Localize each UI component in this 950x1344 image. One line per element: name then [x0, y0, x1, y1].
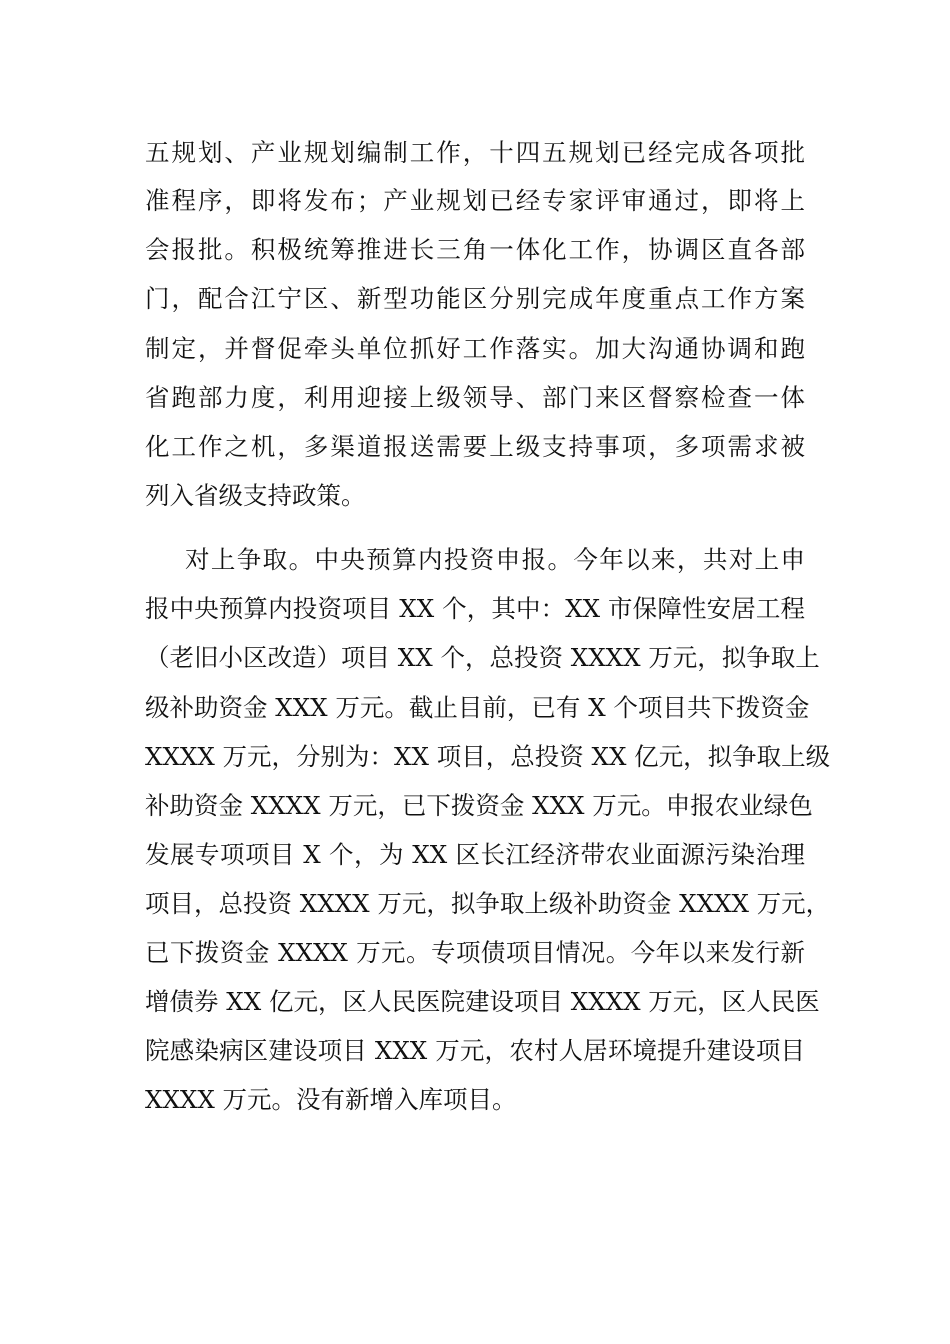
text-line: 院感染病区建设项目 XXX 万元，农村人居环境提升建设项目 [145, 1036, 805, 1065]
text-line: XXXX 万元，分别为：XX 项目，总投资 XX 亿元，拟争取上级 [145, 742, 831, 771]
text-line: 项目，总投资 XXXX 万元，拟争取上级补助资金 XXXX 万元， [145, 889, 831, 918]
text-line: 五规划、产业规划编制工作，十四五规划已经完成各项批 [145, 138, 805, 167]
text-line: 省跑部力度，利用迎接上级领导、部门来区督察检查一体 [145, 383, 805, 412]
text-line: 报中央预算内投资项目 XX 个，其中：XX 市保障性安居工程 [145, 594, 805, 623]
text-line: 增债券 XX 亿元，区人民医院建设项目 XXXX 万元，区人民医 [145, 987, 820, 1016]
text-line: （老旧小区改造）项目 XX 个，总投资 XXXX 万元，拟争取上 [145, 643, 820, 672]
text-line: 发展专项项目 X 个，为 XX 区长江经济带农业面源污染治理 [145, 840, 805, 869]
text-line: XXXX 万元。没有新增入库项目。 [145, 1085, 517, 1114]
text-line: 门，配合江宁区、新型功能区分别完成年度重点工作方案 [145, 284, 805, 313]
text-line: 化工作之机，多渠道报送需要上级支持事项，多项需求被 [145, 432, 805, 461]
text-line: 准程序，即将发布；产业规划已经专家评审通过，即将上 [145, 186, 805, 215]
text-line: 列入省级支持政策。 [145, 481, 366, 510]
text-line: 级补助资金 XXX 万元。截止目前，已有 X 个项目共下拨资金 [145, 693, 810, 722]
text-line: 补助资金 XXXX 万元，已下拨资金 XXX 万元。申报农业绿色 [145, 791, 813, 820]
text-line: 会报批。积极统筹推进长三角一体化工作，协调区直各部 [145, 235, 805, 264]
text-line: 制定，并督促牵头单位抓好工作落实。加大沟通协调和跑 [145, 334, 805, 363]
text-line: 对上争取。中央预算内投资申报。今年以来，共对上申 [185, 545, 805, 574]
text-line: 已下拨资金 XXXX 万元。专项债项目情况。今年以来发行新 [145, 938, 805, 967]
